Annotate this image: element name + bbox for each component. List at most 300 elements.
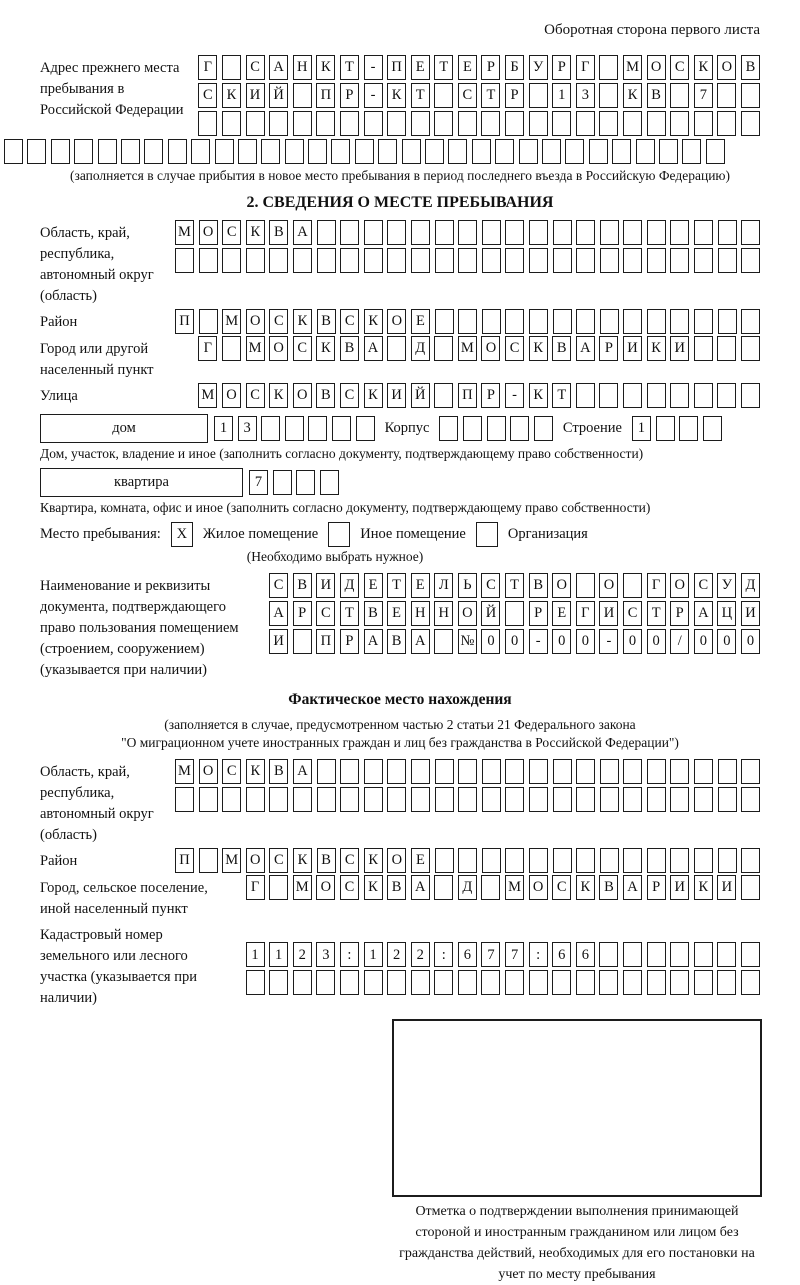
char-box bbox=[600, 248, 619, 273]
char-box: Т bbox=[481, 83, 500, 108]
char-box: О bbox=[717, 55, 736, 80]
char-box bbox=[703, 416, 722, 441]
char-box: В bbox=[552, 336, 571, 361]
char-box: И bbox=[717, 875, 736, 900]
char-box: П bbox=[175, 309, 194, 334]
char-box bbox=[482, 309, 501, 334]
char-box: С bbox=[222, 759, 241, 784]
char-box: № bbox=[458, 629, 477, 654]
char-box bbox=[670, 309, 689, 334]
char-box bbox=[670, 111, 689, 136]
char-box bbox=[599, 83, 618, 108]
region-row-2 bbox=[175, 248, 760, 273]
char-box bbox=[647, 942, 666, 967]
char-box: О bbox=[222, 383, 241, 408]
char-box: В bbox=[316, 383, 335, 408]
char-box bbox=[717, 111, 736, 136]
char-box bbox=[458, 111, 477, 136]
char-box bbox=[694, 383, 713, 408]
region-label: Область, край, республика, автономный округ (область) bbox=[40, 225, 154, 305]
char-box bbox=[505, 601, 524, 626]
char-box: В bbox=[529, 573, 548, 598]
char-box bbox=[463, 416, 482, 441]
char-box bbox=[246, 111, 265, 136]
char-box bbox=[694, 787, 713, 812]
char-box: 0 bbox=[623, 629, 642, 654]
city-row bbox=[198, 336, 760, 361]
char-box bbox=[293, 787, 312, 812]
char-box bbox=[694, 970, 713, 995]
char-box bbox=[553, 248, 572, 273]
prev-address-label: Адрес прежнего места пребывания в Российской Федерации bbox=[40, 60, 184, 119]
char-box bbox=[434, 629, 453, 654]
char-box bbox=[599, 970, 618, 995]
char-box: О bbox=[387, 848, 406, 873]
char-box bbox=[472, 139, 491, 164]
char-box: К bbox=[293, 848, 312, 873]
char-box: 0 bbox=[505, 629, 524, 654]
char-box: С bbox=[198, 83, 217, 108]
char-box: Р bbox=[481, 383, 500, 408]
char-box: О bbox=[293, 383, 312, 408]
char-box bbox=[487, 416, 506, 441]
char-box: - bbox=[364, 83, 383, 108]
char-box: Т bbox=[340, 55, 359, 80]
char-box: В bbox=[741, 55, 760, 80]
char-box: 6 bbox=[552, 942, 571, 967]
prev-address-block bbox=[40, 55, 760, 136]
house-type-box: дом bbox=[40, 414, 208, 443]
stroenie-label: Строение bbox=[562, 420, 622, 437]
char-box: К bbox=[316, 55, 335, 80]
char-box bbox=[293, 111, 312, 136]
char-box: А bbox=[364, 629, 383, 654]
char-box: Е bbox=[364, 573, 383, 598]
char-box: К bbox=[694, 875, 713, 900]
char-box: С bbox=[340, 383, 359, 408]
document-block bbox=[40, 573, 760, 681]
actual-district-label: Район bbox=[40, 853, 78, 870]
char-box: 1 bbox=[269, 942, 288, 967]
char-box: К bbox=[364, 875, 383, 900]
region-block bbox=[40, 220, 760, 307]
char-box: К bbox=[222, 83, 241, 108]
char-box bbox=[435, 309, 454, 334]
char-box: П bbox=[458, 383, 477, 408]
char-box bbox=[670, 848, 689, 873]
char-box: 1 bbox=[246, 942, 265, 967]
char-box bbox=[308, 416, 327, 441]
char-box bbox=[694, 759, 713, 784]
char-box: Д bbox=[340, 573, 359, 598]
char-box bbox=[269, 787, 288, 812]
char-box: Г bbox=[198, 336, 217, 361]
char-box bbox=[553, 220, 572, 245]
char-box: С bbox=[316, 601, 335, 626]
char-box: У bbox=[717, 573, 736, 598]
char-box bbox=[246, 970, 265, 995]
char-box bbox=[741, 383, 760, 408]
char-box: Р bbox=[552, 55, 571, 80]
char-box bbox=[378, 139, 397, 164]
char-box bbox=[168, 139, 187, 164]
actual-city-label: Город, сельское поселение, иной населенный пункт bbox=[40, 880, 208, 918]
char-box: В bbox=[647, 83, 666, 108]
char-box bbox=[623, 220, 642, 245]
char-box bbox=[293, 970, 312, 995]
char-box: М bbox=[222, 848, 241, 873]
char-box bbox=[121, 139, 140, 164]
char-box bbox=[717, 942, 736, 967]
char-box bbox=[647, 787, 666, 812]
char-box bbox=[741, 942, 760, 967]
char-box bbox=[623, 248, 642, 273]
city-label: Город или другой населенный пункт bbox=[40, 341, 154, 379]
char-box: 3 bbox=[576, 83, 595, 108]
char-box: 0 bbox=[717, 629, 736, 654]
char-box bbox=[682, 139, 701, 164]
char-box bbox=[175, 787, 194, 812]
char-box bbox=[316, 111, 335, 136]
char-box bbox=[553, 848, 572, 873]
char-box bbox=[636, 139, 655, 164]
char-box: П bbox=[316, 83, 335, 108]
char-box: С bbox=[694, 573, 713, 598]
char-box: К bbox=[293, 309, 312, 334]
char-box: В bbox=[387, 875, 406, 900]
char-box bbox=[387, 787, 406, 812]
char-box: С bbox=[246, 55, 265, 80]
char-box bbox=[576, 970, 595, 995]
char-box: О bbox=[647, 55, 666, 80]
char-box bbox=[261, 139, 280, 164]
actual-district-row bbox=[175, 848, 760, 873]
char-box bbox=[402, 139, 421, 164]
char-box bbox=[599, 55, 618, 80]
char-box: Н bbox=[293, 55, 312, 80]
char-box bbox=[308, 139, 327, 164]
prev-address-row-3 bbox=[198, 111, 760, 136]
char-box: О bbox=[481, 336, 500, 361]
actual-region-row-2 bbox=[175, 787, 760, 812]
char-box bbox=[222, 336, 241, 361]
actual-location-note-1: (заполняется в случае, предусмотренном частью 2 статьи 21 Федерального закона bbox=[164, 717, 636, 733]
char-box bbox=[529, 220, 548, 245]
street-label: Улица bbox=[40, 388, 78, 405]
char-box bbox=[741, 875, 760, 900]
char-box: У bbox=[529, 55, 548, 80]
char-box: 1 bbox=[552, 83, 571, 108]
char-box bbox=[269, 970, 288, 995]
char-box: И bbox=[316, 573, 335, 598]
checkbox-other-premises bbox=[328, 522, 350, 547]
char-box bbox=[612, 139, 631, 164]
char-box: В bbox=[269, 759, 288, 784]
actual-region-label: Область, край, республика, автономный округ (область) bbox=[40, 764, 154, 844]
char-box: К bbox=[387, 83, 406, 108]
char-box: 0 bbox=[552, 629, 571, 654]
char-box bbox=[505, 970, 524, 995]
char-box: К bbox=[694, 55, 713, 80]
char-box: С bbox=[340, 309, 359, 334]
char-box bbox=[706, 139, 725, 164]
char-box bbox=[317, 220, 336, 245]
char-box: Е bbox=[411, 848, 430, 873]
actual-location-title: Фактическое место нахождения bbox=[288, 691, 512, 709]
char-box bbox=[199, 787, 218, 812]
char-box: Г bbox=[246, 875, 265, 900]
char-box: И bbox=[670, 336, 689, 361]
char-box bbox=[694, 111, 713, 136]
char-box: Е bbox=[458, 55, 477, 80]
char-box bbox=[285, 416, 304, 441]
char-box: Р bbox=[340, 83, 359, 108]
char-box: 2 bbox=[387, 942, 406, 967]
char-box: Й bbox=[269, 83, 288, 108]
char-box: О bbox=[599, 573, 618, 598]
char-box bbox=[670, 383, 689, 408]
char-box bbox=[552, 111, 571, 136]
char-box bbox=[505, 759, 524, 784]
char-box: 3 bbox=[238, 416, 257, 441]
char-box bbox=[340, 787, 359, 812]
region-row-1 bbox=[175, 220, 760, 245]
char-box: К bbox=[364, 309, 383, 334]
apartment-row bbox=[40, 468, 760, 497]
char-box bbox=[741, 970, 760, 995]
char-box: О bbox=[199, 220, 218, 245]
char-box bbox=[364, 970, 383, 995]
char-box bbox=[694, 248, 713, 273]
char-box bbox=[717, 383, 736, 408]
char-box: - bbox=[505, 383, 524, 408]
char-box: К bbox=[364, 848, 383, 873]
char-box bbox=[718, 220, 737, 245]
char-box: 0 bbox=[481, 629, 500, 654]
char-box bbox=[553, 787, 572, 812]
char-box: С bbox=[340, 848, 359, 873]
char-box bbox=[505, 220, 524, 245]
char-box bbox=[434, 336, 453, 361]
char-box: П bbox=[316, 629, 335, 654]
char-box: 7 bbox=[481, 942, 500, 967]
char-box: К bbox=[246, 220, 265, 245]
char-box bbox=[458, 787, 477, 812]
char-box: Т bbox=[647, 601, 666, 626]
char-box: В bbox=[317, 848, 336, 873]
city-block bbox=[40, 336, 760, 381]
char-box bbox=[576, 573, 595, 598]
char-box: М bbox=[198, 383, 217, 408]
char-box: В bbox=[269, 220, 288, 245]
char-box bbox=[355, 139, 374, 164]
page-side-note: Оборотная сторона первого листа bbox=[544, 22, 760, 38]
char-box bbox=[670, 83, 689, 108]
char-box: Р bbox=[481, 55, 500, 80]
char-box bbox=[670, 970, 689, 995]
char-box bbox=[199, 248, 218, 273]
char-box bbox=[435, 848, 454, 873]
char-box: С bbox=[552, 875, 571, 900]
option-other-premises-label: Иное помещение bbox=[360, 526, 466, 543]
char-box bbox=[435, 220, 454, 245]
char-box bbox=[553, 759, 572, 784]
char-box: Р bbox=[529, 601, 548, 626]
char-box bbox=[175, 248, 194, 273]
char-box bbox=[529, 759, 548, 784]
char-box bbox=[246, 787, 265, 812]
cadastral-label: Кадастровый номер земельного или лесного участка (указывается при наличии) bbox=[40, 927, 197, 1007]
char-box: Т bbox=[340, 601, 359, 626]
char-box bbox=[495, 139, 514, 164]
char-box bbox=[534, 416, 553, 441]
char-box: А bbox=[576, 336, 595, 361]
prev-address-row-4 bbox=[4, 139, 760, 164]
char-box: 6 bbox=[576, 942, 595, 967]
char-box bbox=[364, 787, 383, 812]
char-box: 2 bbox=[411, 942, 430, 967]
char-box bbox=[434, 111, 453, 136]
char-box bbox=[4, 139, 23, 164]
char-box: С bbox=[269, 848, 288, 873]
char-box: М bbox=[505, 875, 524, 900]
actual-city-block bbox=[40, 875, 760, 920]
char-box bbox=[741, 111, 760, 136]
char-box: А bbox=[411, 629, 430, 654]
char-box: Р bbox=[505, 83, 524, 108]
char-box bbox=[458, 848, 477, 873]
char-box: С bbox=[293, 336, 312, 361]
char-box bbox=[694, 220, 713, 245]
char-box: Г bbox=[198, 55, 217, 80]
char-box bbox=[741, 83, 760, 108]
char-box: Р bbox=[647, 875, 666, 900]
char-box bbox=[659, 139, 678, 164]
char-box bbox=[458, 759, 477, 784]
char-box bbox=[411, 111, 430, 136]
char-box bbox=[448, 139, 467, 164]
char-box: О bbox=[670, 573, 689, 598]
stay-type-label: Место пребывания: bbox=[40, 526, 161, 543]
char-box bbox=[741, 336, 760, 361]
char-box: Г bbox=[647, 573, 666, 598]
char-box bbox=[482, 220, 501, 245]
char-box bbox=[505, 309, 524, 334]
char-box bbox=[481, 875, 500, 900]
char-box bbox=[623, 309, 642, 334]
char-box: И bbox=[246, 83, 265, 108]
char-box bbox=[482, 759, 501, 784]
char-box bbox=[340, 111, 359, 136]
char-box: Г bbox=[576, 55, 595, 80]
char-box: Д bbox=[741, 573, 760, 598]
char-box bbox=[458, 248, 477, 273]
char-box: М bbox=[623, 55, 642, 80]
char-box: О bbox=[529, 875, 548, 900]
char-box bbox=[519, 139, 538, 164]
stamp-caption: Отметка о подтверждении выполнения принимающей стороной и иностранным гражданином или лицом без гражданства действий, необходимых для его постановки на учет по месту пребывания bbox=[399, 1204, 755, 1283]
char-box bbox=[387, 220, 406, 245]
char-box: : bbox=[529, 942, 548, 967]
char-box bbox=[458, 970, 477, 995]
char-box bbox=[439, 416, 458, 441]
char-box bbox=[222, 248, 241, 273]
char-box bbox=[340, 759, 359, 784]
char-box: С bbox=[670, 55, 689, 80]
char-box: : bbox=[434, 942, 453, 967]
cadastral-row-1 bbox=[246, 942, 760, 967]
char-box bbox=[647, 759, 666, 784]
char-box bbox=[576, 111, 595, 136]
char-box bbox=[510, 416, 529, 441]
district-label: Район bbox=[40, 314, 78, 331]
char-box bbox=[529, 248, 548, 273]
char-box: Ц bbox=[717, 601, 736, 626]
district-row bbox=[175, 309, 760, 334]
char-box bbox=[435, 759, 454, 784]
char-box bbox=[741, 220, 760, 245]
char-box bbox=[576, 220, 595, 245]
char-box: И bbox=[599, 601, 618, 626]
char-box: 2 bbox=[293, 942, 312, 967]
char-box bbox=[387, 248, 406, 273]
apartment-note: Квартира, комната, офис и иное (заполнить согласно документу, подтверждающему право собственности) bbox=[40, 500, 651, 516]
char-box bbox=[718, 787, 737, 812]
char-box bbox=[576, 248, 595, 273]
char-box: О bbox=[387, 309, 406, 334]
char-box bbox=[647, 309, 666, 334]
char-box: Г bbox=[576, 601, 595, 626]
actual-region-block bbox=[40, 759, 760, 846]
char-box bbox=[482, 787, 501, 812]
actual-region-row-1 bbox=[175, 759, 760, 784]
section2-title: 2. СВЕДЕНИЯ О МЕСТЕ ПРЕБЫВАНИЯ bbox=[246, 194, 554, 211]
char-box bbox=[364, 220, 383, 245]
char-box bbox=[332, 416, 351, 441]
char-box bbox=[199, 309, 218, 334]
char-box bbox=[387, 111, 406, 136]
char-box: О bbox=[246, 309, 265, 334]
char-box: И bbox=[387, 383, 406, 408]
char-box: В bbox=[364, 601, 383, 626]
char-box: Е bbox=[411, 55, 430, 80]
char-box bbox=[340, 970, 359, 995]
char-box bbox=[670, 220, 689, 245]
char-box bbox=[505, 848, 524, 873]
char-box bbox=[356, 416, 375, 441]
char-box: К bbox=[576, 875, 595, 900]
char-box: А bbox=[364, 336, 383, 361]
char-box: Л bbox=[434, 573, 453, 598]
char-box bbox=[694, 336, 713, 361]
char-box: 3 bbox=[316, 942, 335, 967]
char-box bbox=[718, 248, 737, 273]
char-box bbox=[215, 139, 234, 164]
checkbox-residential: X bbox=[171, 522, 193, 547]
char-box: С bbox=[505, 336, 524, 361]
char-box: М bbox=[222, 309, 241, 334]
char-box bbox=[647, 248, 666, 273]
char-box: П bbox=[387, 55, 406, 80]
char-box: С bbox=[222, 220, 241, 245]
char-box bbox=[411, 787, 430, 812]
char-box bbox=[317, 787, 336, 812]
char-box bbox=[269, 248, 288, 273]
char-box bbox=[647, 220, 666, 245]
char-box bbox=[340, 248, 359, 273]
char-box bbox=[364, 248, 383, 273]
checkbox-organization bbox=[476, 522, 498, 547]
